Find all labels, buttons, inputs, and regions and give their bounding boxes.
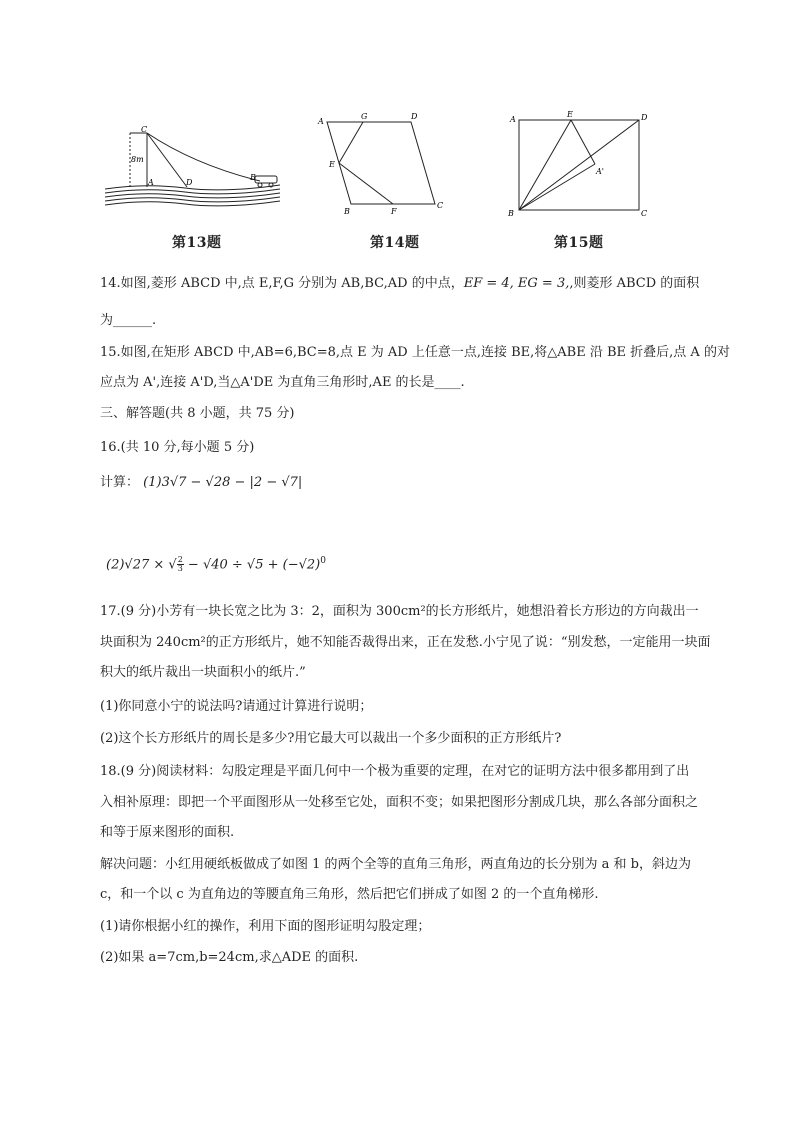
label-d: D xyxy=(641,113,648,122)
question-16-part-2 xyxy=(106,553,726,573)
label-e: E xyxy=(329,160,335,169)
figure-13-caption: 第13题 xyxy=(172,235,222,251)
label-b: B xyxy=(250,173,256,182)
question-18-sub-2: (2)如果 a=7cm,b=24cm,求△ADE 的面积. xyxy=(100,950,359,965)
label-a: A xyxy=(318,117,324,126)
label-c: C xyxy=(437,201,444,210)
label-height: 8m xyxy=(131,155,144,164)
question-14-line-2: 为______. xyxy=(100,313,157,328)
label-b: B xyxy=(508,209,514,218)
question-17-sub-2: (2)这个长方形纸片的周长是多少?用它最大可以裁出一个多少面积的正方形纸片? xyxy=(100,731,562,746)
label-d: D xyxy=(186,178,193,187)
figure-15-caption: 第15题 xyxy=(554,235,604,251)
question-14-formula: EF = 4, EG = 3, xyxy=(463,276,570,291)
question-17-sub-1: (1)你同意小宁的说法吗?请通过计算进行说明； xyxy=(100,699,373,714)
label-a-prime: A' xyxy=(596,167,604,176)
boat xyxy=(255,176,277,183)
question-16-title: 16.(共 10 分,每小题 5 分) xyxy=(100,440,255,455)
question-18-line-3: 和等于原来图形的面积. xyxy=(100,825,235,840)
rhombus-abcd xyxy=(327,122,435,204)
part-2-suffix: − √40 ÷ √5 + (−√2) xyxy=(183,557,321,573)
question-14-text-start: 14.如图,菱形 ABCD 中,点 E,F,G 分别为 AB,BC,AD 的中点， xyxy=(100,276,464,291)
label-g: G xyxy=(361,112,368,121)
part-2-exponent: 0 xyxy=(320,556,326,566)
question-14-line-1 xyxy=(100,276,720,292)
label-d: D xyxy=(411,112,418,121)
question-15-line-2: 应点为 A',连接 A'D,当△A'DE 为直角三角形时,AE 的长是____. xyxy=(100,375,465,390)
label-b: B xyxy=(344,207,350,216)
question-16-part-1 xyxy=(100,475,720,491)
question-18-line-1: 18.(9 分)阅读材料：勾股定理是平面几何中一个极为重要的定理，在对它的证明方法中很多都用到了出 xyxy=(100,764,690,779)
part-2-prefix: (2)√27 × √ xyxy=(106,557,177,573)
calc-label: 计算： xyxy=(100,475,140,490)
question-18-sub-1: (1)请你根据小红的操作，利用下面的图形证明勾股定理； xyxy=(100,919,431,934)
question-18-line-2: 入相补原理：即把一个平面图形从一处移至它处，面积不变；如果把图形分割成几块，那么各部分面积之 xyxy=(100,795,699,810)
question-17-line-3: 积大的纸片裁出一块面积小的纸片.” xyxy=(100,665,306,680)
figure-14-caption: 第14题 xyxy=(370,235,420,251)
part-2-fraction xyxy=(177,556,184,573)
label-f: F xyxy=(391,207,397,216)
fraction-numerator: 2 xyxy=(177,555,183,565)
label-c: C xyxy=(141,125,148,134)
part-1-expression: (1)3√7 − √28 − |2 − √7| xyxy=(143,475,303,490)
question-18-line-4: 解决问题：小红用硬纸板做成了如图 1 的两个全等的直角三角形，两直角边的长分别为 a 和 b，斜边为 xyxy=(100,857,692,872)
question-17-line-1: 17.(9 分)小芳有一块长宽之比为 3：2，面积为 300cm²的长方形纸片，她想沿着长方形边的方向裁出一 xyxy=(100,604,699,619)
figure-13-diagram xyxy=(105,125,285,220)
figure-15-diagram xyxy=(505,108,655,218)
label-a: A xyxy=(148,178,154,187)
question-15-line-1: 15.如图,在矩形 ABCD 中,AB=6,BC=8,点 E 为 AD 上任意一点,连接 BE,将△ABE 沿 BE 折叠后,点 A 的对 xyxy=(100,345,730,360)
label-e: E xyxy=(567,110,573,119)
question-18-line-5: c，和一个以 c 为直角边的等腰直角三角形，然后把它们拼成了如图 2 的一个直角梯形. xyxy=(100,887,599,902)
figure-14-diagram xyxy=(315,108,450,216)
question-17-line-2: 块面积为 240cm²的正方形纸片，她不知能否裁得出来，正在发愁.小宁见了说：“别发愁，一定能用一块面 xyxy=(100,635,711,650)
label-a: A xyxy=(510,115,516,124)
label-c: C xyxy=(641,209,648,218)
rope-cb xyxy=(147,133,260,181)
section-3-title: 三、解答题(共 8 小题，共 75 分) xyxy=(100,406,295,421)
question-14-text-end: ,则菱形 ABCD 的面积 xyxy=(569,276,700,291)
fraction-denominator: 3 xyxy=(177,564,183,574)
